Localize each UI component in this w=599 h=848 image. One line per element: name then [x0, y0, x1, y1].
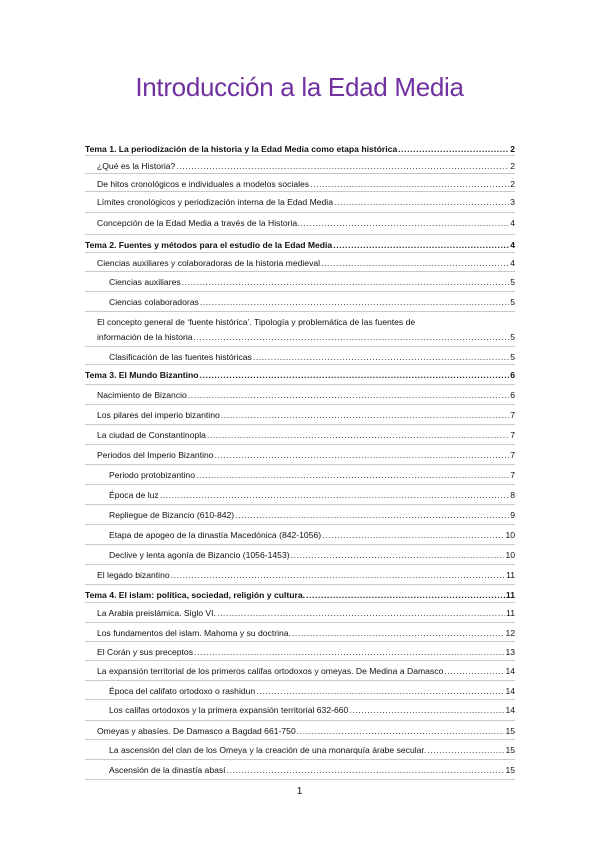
toc-entry-page: 2: [510, 179, 515, 189]
dot-leader: [194, 647, 504, 658]
toc-separator: [85, 504, 515, 505]
toc-entry-text: Los fundamentos del islam. Mahoma y su doctrina.: [97, 628, 291, 638]
toc-separator: [85, 544, 515, 545]
toc-separator: [85, 346, 515, 347]
dot-leader: [291, 550, 505, 561]
toc-entry[interactable]: [97, 390, 515, 401]
toc-entry[interactable]: [109, 745, 515, 756]
toc-separator: [85, 524, 515, 525]
toc-entry-text: La expansión territorial de los primeros califas ortodoxos y omeyas. De Medina a Damasco: [97, 666, 444, 676]
toc-entry[interactable]: [85, 144, 515, 155]
toc-entry[interactable]: [109, 277, 515, 288]
toc-entry-page: 5: [510, 277, 515, 287]
toc-entry-page: 3: [510, 197, 515, 207]
toc-entry-page: 7: [510, 470, 515, 480]
dot-leader: [253, 352, 509, 363]
dot-leader: [321, 258, 509, 269]
toc-entry[interactable]: [97, 628, 515, 639]
toc-entry[interactable]: [97, 726, 515, 737]
dot-leader: [160, 490, 510, 501]
dot-leader: [398, 144, 509, 155]
toc-entry-page: 15: [505, 765, 515, 775]
toc-separator: [85, 759, 515, 760]
toc-separator: [85, 252, 515, 253]
toc-entry-page: 15: [505, 745, 515, 755]
toc-entry[interactable]: [85, 370, 515, 381]
dot-leader: [297, 726, 505, 737]
dot-leader: [199, 370, 509, 381]
toc-entry-text: Los califas ortodoxos y la primera expansión territorial 632-660: [109, 705, 349, 715]
toc-entry[interactable]: [109, 686, 515, 697]
toc-entry[interactable]: [97, 218, 515, 229]
toc-entry-text: La ciudad de Constantinopla: [97, 430, 206, 440]
toc-entry-page: 14: [505, 686, 515, 696]
toc-entry-text: Ciencias colaboradoras: [109, 297, 199, 307]
dot-leader: [196, 470, 509, 481]
toc-separator: [85, 779, 515, 780]
toc-entry-text: Ascensión de la dinastía abasí: [109, 765, 226, 775]
toc-separator: [85, 384, 515, 385]
toc-entry[interactable]: [97, 647, 515, 658]
toc-entry-text: Periodo protobizantino: [109, 470, 195, 480]
toc-entry-text: Tema 2. Fuentes y métodos para el estudio de la Edad Media: [85, 240, 333, 250]
toc-entry[interactable]: [109, 530, 515, 541]
toc-separator: [85, 564, 515, 565]
toc-entry[interactable]: [109, 297, 515, 308]
toc-entry-text: Época de luz: [109, 490, 159, 500]
toc-entry-page: 8: [510, 490, 515, 500]
toc-entry[interactable]: [109, 550, 515, 561]
toc-entry-text: De hitos cronológicos e individuales a modelos sociales: [97, 179, 310, 189]
dot-leader: [217, 608, 505, 619]
toc-entry-text: La Arabia preislámica. Siglo VI.: [97, 608, 216, 618]
page-number: 1: [296, 786, 303, 797]
toc-entry[interactable]: [109, 765, 515, 776]
toc-entry[interactable]: [97, 317, 515, 343]
toc-entry[interactable]: [85, 240, 515, 251]
toc-entry-text: Época del califato ortodoxo o rashidun: [109, 686, 256, 696]
dot-leader: [301, 218, 510, 229]
dot-leader: [215, 450, 510, 461]
toc-entry-page: 13: [505, 647, 515, 657]
toc-separator: [85, 641, 515, 642]
dot-leader: [207, 430, 509, 441]
toc-entry[interactable]: [85, 590, 515, 601]
toc-separator: [85, 484, 515, 485]
toc-entry-page: 14: [505, 705, 515, 715]
dot-leader: [182, 277, 510, 288]
toc-entry[interactable]: [97, 161, 515, 172]
toc-entry-page: 12: [505, 628, 515, 638]
toc-separator: [85, 173, 515, 174]
toc-separator: [85, 444, 515, 445]
toc-separator: [85, 622, 515, 623]
toc-entry[interactable]: [97, 258, 515, 269]
dot-leader: [349, 705, 504, 716]
toc-entry-text: Tema 1. La periodización de la historia y la Edad Media como etapa histórica: [85, 144, 398, 154]
toc-entry-text: Tema 3. El Mundo Bizantino: [85, 370, 199, 380]
dot-leader: [256, 686, 504, 697]
toc-entry-text: El Corán y sus preceptos: [97, 647, 194, 657]
dot-leader: [200, 297, 509, 308]
toc-entry-page: 11: [506, 570, 515, 580]
toc-separator: [85, 584, 515, 585]
toc-separator: [85, 212, 515, 213]
dot-leader: [322, 530, 504, 541]
toc-entry[interactable]: [109, 705, 515, 716]
toc-entry-text: El legado bizantino: [97, 570, 170, 580]
toc-entry-text: Ciencias auxiliares: [109, 277, 181, 287]
dot-leader: [444, 666, 504, 677]
toc-entry[interactable]: [109, 470, 515, 481]
toc-entry-page: 10: [505, 550, 515, 560]
dot-leader: [235, 510, 509, 521]
toc-entry[interactable]: [109, 510, 515, 521]
toc-separator: [85, 404, 515, 405]
toc-entry-page: 10: [505, 530, 515, 540]
toc-entry[interactable]: [97, 666, 515, 677]
toc-separator: [85, 291, 515, 292]
toc-entry-page: 6: [510, 370, 515, 380]
toc-entry-page: 11: [505, 590, 515, 600]
toc-entry-text: Repliegue de Bizancio (610-842): [109, 510, 235, 520]
toc-separator: [85, 602, 515, 603]
toc-entry-page: 7: [510, 410, 515, 420]
toc-entry-text: Periodos del Imperio Bizantino: [97, 450, 214, 460]
toc-separator: [85, 680, 515, 681]
toc-entry-text: Omeyas y abasíes. De Damasco a Bagdad 661-750: [97, 726, 296, 736]
toc-separator: [85, 720, 515, 721]
toc-separator: [85, 155, 515, 156]
toc-entry-page: 4: [510, 218, 515, 228]
toc-entry-page: 2: [510, 144, 515, 154]
toc-entry-text: Etapa de apogeo de la dinastía Macedónica (842-1056): [109, 530, 322, 540]
toc-entry-text: Clasificación de las fuentes históricas: [109, 352, 252, 362]
toc-separator: [85, 660, 515, 661]
toc-entry-page: 7: [510, 450, 515, 460]
toc-entry-page: 5: [510, 352, 515, 362]
toc-separator: [85, 271, 515, 272]
dot-leader: [333, 240, 509, 251]
dot-leader: [171, 570, 505, 581]
dot-leader: [292, 628, 505, 639]
toc-separator: [85, 311, 515, 312]
toc-separator: [85, 234, 515, 235]
toc-entry[interactable]: [97, 430, 515, 441]
dot-leader: [188, 390, 509, 401]
toc-entry-page: 9: [510, 510, 515, 520]
toc-entry[interactable]: [97, 608, 515, 619]
toc-entry-page: 5: [510, 297, 515, 307]
toc-entry-page: 6: [510, 390, 515, 400]
toc-entry-text: Nacimiento de Bizancio: [97, 390, 187, 400]
toc-entry-page: 11: [506, 608, 515, 618]
toc-entry-text: Los pilares del imperio bizantino: [97, 410, 220, 420]
dot-leader: [221, 410, 509, 421]
dot-leader: [334, 197, 509, 208]
toc-entry[interactable]: [109, 352, 515, 363]
dot-leader: [306, 590, 505, 601]
toc-separator: [85, 364, 515, 365]
toc-entry-text: El concepto general de ‘fuente histórica’. Tipología y problemática de las fuentes de: [97, 317, 416, 327]
dot-leader: [427, 745, 504, 756]
toc-separator: [85, 424, 515, 425]
toc-entry[interactable]: [97, 410, 515, 421]
toc-entry-text: Ciencias auxiliares y colaboradoras de la historia medieval: [97, 258, 321, 268]
dot-leader: [227, 765, 505, 776]
dot-leader: [194, 332, 510, 343]
toc-entry-page: 5: [510, 332, 515, 342]
toc-entry-text: Concepción de la Edad Media a través de la Historia.: [97, 218, 300, 228]
toc-entry-page: 14: [505, 666, 515, 676]
toc-entry-page: 4: [510, 240, 515, 250]
toc-entry-page: 15: [505, 726, 515, 736]
toc-entry-text: ¿Qué es la Historia?: [97, 161, 176, 171]
dot-leader: [176, 161, 509, 172]
toc-separator: [85, 699, 515, 700]
toc-entry[interactable]: [97, 570, 515, 581]
toc-entry[interactable]: [97, 197, 515, 208]
document-title: Introducción a la Edad Media: [135, 72, 464, 102]
toc-separator: [85, 739, 515, 740]
toc-entry[interactable]: [109, 490, 515, 501]
toc-entry[interactable]: [97, 179, 515, 190]
toc-entry-page: 2: [510, 161, 515, 171]
toc-entry-text: Declive y lenta agonía de Bizancio (1056-1453): [109, 550, 290, 560]
dot-leader: [310, 179, 509, 190]
toc-entry-page: 7: [510, 430, 515, 440]
toc-separator: [85, 464, 515, 465]
toc-entry-page: 4: [510, 258, 515, 268]
toc-entry-text: información de la historia: [97, 332, 193, 342]
toc-separator: [85, 191, 515, 192]
toc-entry[interactable]: [97, 450, 515, 461]
toc-entry-text: La ascensión del clan de los Omeya y la creación de una monarquía árabe secular.: [109, 745, 427, 755]
toc-entry-text: Tema 4. El islam: política, sociedad, religión y cultura.: [85, 590, 306, 600]
toc-entry-text: Límites cronológicos y periodización interna de la Edad Media: [97, 197, 333, 207]
